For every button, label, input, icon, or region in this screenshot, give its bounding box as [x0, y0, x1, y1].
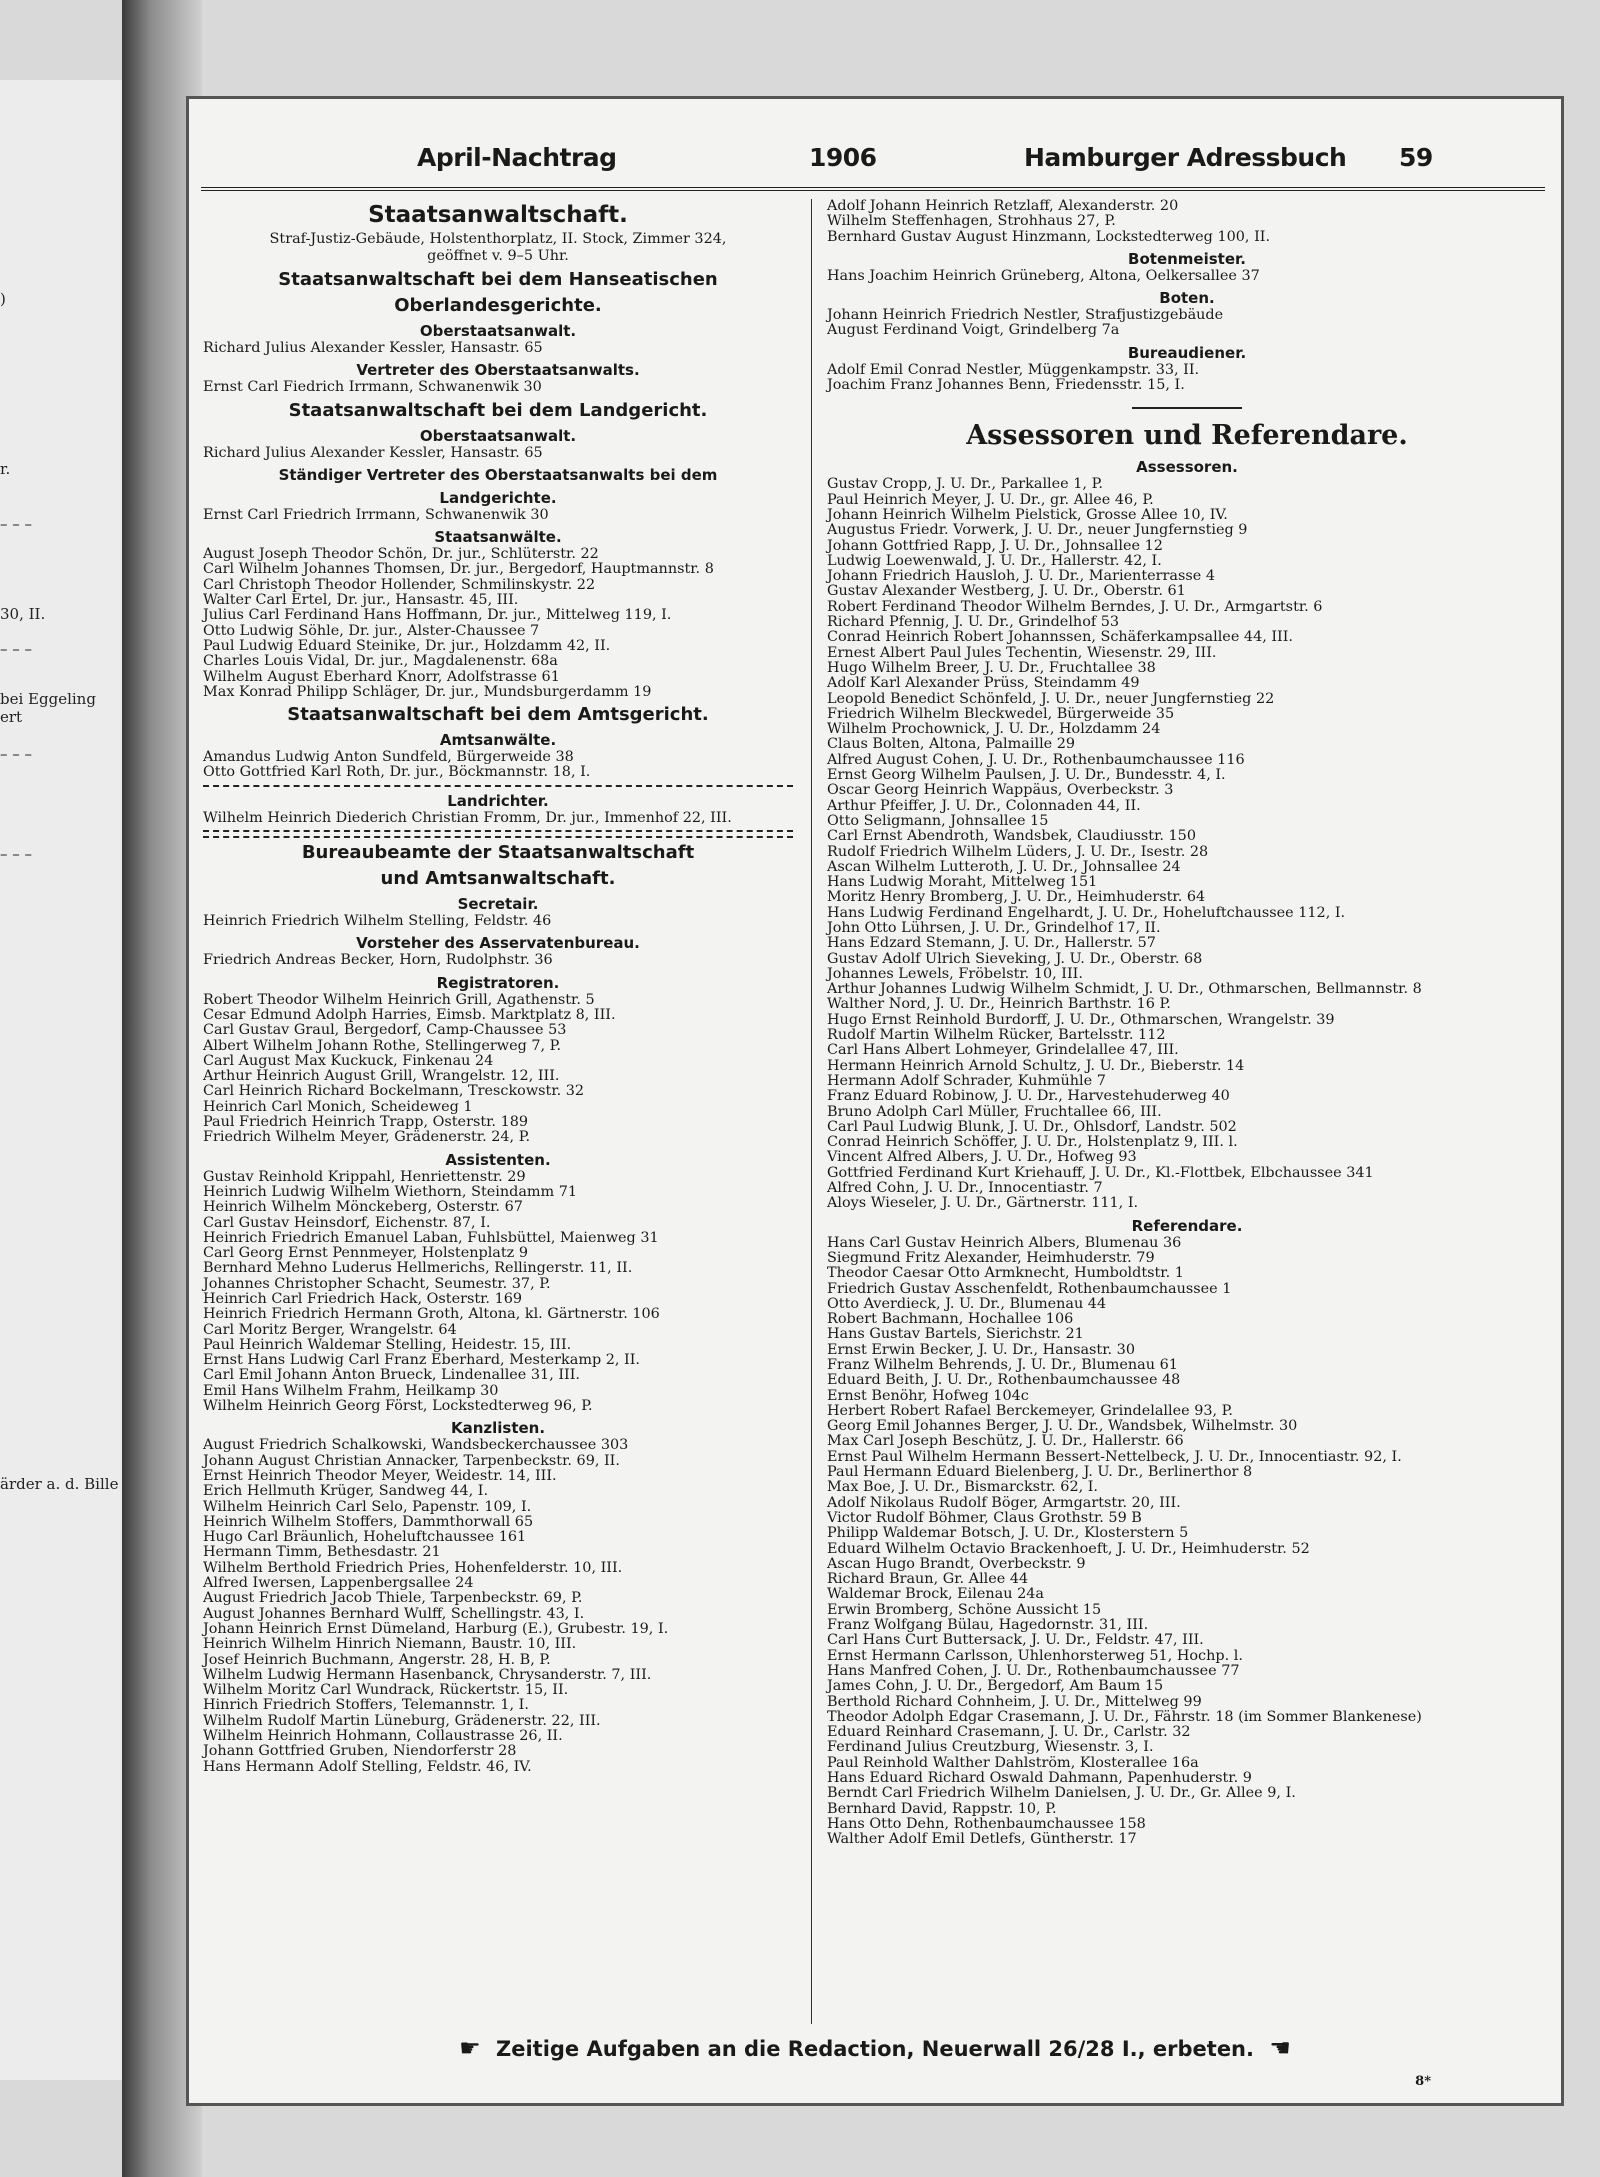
adjacent-page-fragment: 30, II. — [0, 605, 46, 623]
section-heading: Vertreter des Oberstaatsanwalts. — [356, 361, 640, 380]
section-heading: Botenmeister. — [1128, 249, 1246, 268]
directory-entry: Hans Manfred Cohen, J. U. Dr., Rothenbaumchaussee 77 — [827, 1662, 1240, 1679]
section-heading: Oberstaatsanwalt. — [419, 322, 577, 340]
directory-entry: Hinrich Friedrich Stoffers, Telemannstr. 1, I. — [203, 1697, 529, 1714]
directory-entry: Walter Carl Ertel, Dr. jur., Hansastr. 45, III. — [203, 592, 519, 609]
directory-entry: Bernhard David, Rappstr. 10, P. — [827, 1800, 1057, 1817]
directory-entry: Victor Rudolf Böhmer, Claus Grothstr. 59 B — [827, 1509, 1142, 1526]
header-section: April-Nachtrag — [417, 143, 617, 172]
directory-entry: Hans Hermann Adolf Stelling, Feldstr. 46, IV. — [203, 1758, 532, 1775]
footer-notice — [189, 2034, 1561, 2062]
directory-entry: Cesar Edmund Adolph Harries, Eimsb. Marktplatz 8, III. — [203, 1006, 616, 1023]
directory-entry: Augustus Friedr. Vorwerk, J. U. Dr., neuer Jungfernstieg 9 — [827, 522, 1248, 539]
section-subtitle: Staatsanwaltschaft bei dem Amtsgericht. — [287, 704, 709, 726]
directory-entry: Bruno Adolph Carl Müller, Fruchtallee 66, III. — [827, 1103, 1162, 1120]
section-heading: Assessoren. — [1136, 458, 1238, 477]
directory-entry: Hans Ludwig Moraht, Mittelweg 151 — [827, 874, 1098, 891]
directory-entry: Heinrich Wilhelm Stoffers, Dammthorwall 65 — [203, 1513, 534, 1530]
directory-entry: Johannes Lewels, Fröbelstr. 10, III. — [827, 965, 1083, 982]
column-divider — [811, 199, 812, 2024]
directory-entry: John Otto Lührsen, J. U. Dr., Grindelhof 17, II. — [827, 919, 1161, 936]
directory-entry: Gustav Cropp, J. U. Dr., Parkallee 1, P. — [827, 476, 1103, 493]
section-subtitle: Bureaubeamte der Staatsanwaltschaft — [301, 842, 695, 864]
directory-entry: Ferdinand Julius Creutzburg, Wiesenstr. 3, I. — [827, 1739, 1154, 1756]
directory-entry: Robert Theodor Wilhelm Heinrich Grill, Agathenstr. 5 — [203, 991, 595, 1008]
directory-entry: Ernest Albert Paul Jules Techentin, Wiesenstr. 29, III. — [827, 644, 1217, 661]
directory-entry: Richard Julius Alexander Kessler, Hansastr. 65 — [203, 340, 543, 356]
section-heading: Registratoren. — [436, 973, 560, 992]
directory-entry: Carl Christoph Theodor Hollender, Schmilinskystr. 22 — [203, 576, 596, 593]
directory-entry: Friedrich Gustav Asschenfeldt, Rothenbaumchaussee 1 — [827, 1280, 1232, 1297]
directory-entry: Conrad Heinrich Schöffer, J. U. Dr., Holstenplatz 9, III. l. — [827, 1134, 1238, 1151]
directory-entry: Eduard Beith, J. U. Dr., Rothenbaumchaussee 48 — [827, 1372, 1181, 1389]
directory-entry: Philipp Waldemar Botsch, J. U. Dr., Klosterstern 5 — [827, 1525, 1189, 1542]
directory-entry: Heinrich Carl Friedrich Hack, Osterstr. 169 — [203, 1290, 523, 1307]
directory-entry: Julius Carl Ferdinand Hans Hoffmann, Dr. jur., Mittelweg 119, I. — [203, 607, 672, 624]
directory-entry: Wilhelm Rudolf Martin Lüneburg, Grädenerstr. 22, III. — [203, 1712, 601, 1729]
directory-entry: Walther Nord, J. U. Dr., Heinrich Barthstr. 16 P. — [827, 996, 1171, 1013]
directory-entry: Leopold Benedict Schönfeld, J. U. Dr., neuer Jungfernstieg 22 — [827, 690, 1275, 707]
directory-entry: Eduard Wilhelm Octavio Brackenhoeft, J. U. Dr., Heimhuderstr. 52 — [827, 1540, 1310, 1557]
directory-entry: Siegmund Fritz Alexander, Heimhuderstr. 79 — [827, 1249, 1155, 1266]
directory-entry: Heinrich Wilhelm Mönckeberg, Osterstr. 67 — [203, 1199, 523, 1216]
directory-entry: Oscar Georg Heinrich Wappäus, Overbeckstr. 3 — [827, 782, 1174, 799]
directory-entry: Adolf Johann Heinrich Retzlaff, Alexanderstr. 20 — [827, 198, 1179, 214]
directory-entry: Johann Heinrich Wilhelm Pielstick, Grosse Allee 10, IV. — [827, 506, 1228, 523]
section-note: Straf-Justiz-Gebäude, Holstenthorplatz, II. Stock, Zimmer 324, — [269, 231, 727, 247]
section-title: Assessoren und Referendare. — [966, 420, 1408, 452]
pointing-hand-icon: ☛ — [459, 2034, 481, 2062]
adjacent-page-fragment: – – – — [0, 845, 33, 863]
directory-entry: Theodor Caesar Otto Armknecht, Humboldtstr. 1 — [827, 1265, 1184, 1282]
section-subtitle: Staatsanwaltschaft bei dem Landgericht. — [288, 399, 708, 421]
section-heading: Assistenten. — [445, 1150, 551, 1169]
section-heading: Amtsanwälte. — [439, 731, 557, 750]
adjacent-page-fragment: ärder a. d. Bille — [0, 1475, 119, 1493]
directory-entry: Heinrich Friedrich Wilhelm Stelling, Feldstr. 46 — [203, 913, 552, 930]
header-rule — [201, 187, 1545, 191]
directory-entry: Richard Julius Alexander Kessler, Hansastr. 65 — [203, 444, 543, 461]
directory-entry: Paul Heinrich Waldemar Stelling, Heidestr. 15, III. — [203, 1336, 572, 1353]
directory-entry: Heinrich Carl Monich, Scheideweg 1 — [203, 1098, 473, 1115]
directory-entry: Emil Hans Wilhelm Frahm, Heilkamp 30 — [203, 1382, 499, 1399]
directory-entry: Hans Carl Gustav Heinrich Albers, Blumenau 36 — [827, 1234, 1182, 1251]
directory-entry: Otto Averdieck, J. U. Dr., Blumenau 44 — [827, 1295, 1107, 1312]
directory-entry: Paul Friedrich Heinrich Trapp, Osterstr. 189 — [203, 1114, 529, 1131]
directory-entry: Carl Gustav Heinsdorf, Eichenstr. 87, I. — [203, 1214, 491, 1231]
directory-entry: Carl Gustav Graul, Bergedorf, Camp-Chaussee 53 — [203, 1022, 567, 1039]
directory-entry: Joachim Franz Johannes Benn, Friedensstr. 15, I. — [827, 377, 1185, 394]
section-heading: Landrichter. — [447, 791, 549, 810]
section-heading: Oberstaatsanwalt. — [419, 426, 577, 445]
directory-entry: Franz Wilhelm Behrends, J. U. Dr., Blumenau 61 — [827, 1357, 1178, 1373]
directory-entry: August Joseph Theodor Schön, Dr. jur., Schlüterstr. 22 — [203, 546, 599, 563]
adjacent-page-fragment: – – – — [0, 515, 33, 533]
directory-entry: Heinrich Ludwig Wilhelm Wiethorn, Steindamm 71 — [203, 1183, 578, 1200]
directory-entry: Gustav Reinhold Krippahl, Henriettenstr. 29 — [203, 1168, 526, 1185]
adjacent-page — [0, 80, 128, 2080]
directory-entry: Wilhelm Moritz Carl Wundrack, Rückertstr. 15, II. — [203, 1682, 569, 1699]
directory-entry: Ernst Carl Fiedrich Irrmann, Schwanenwik 30 — [203, 379, 542, 396]
section-heading: Boten. — [1159, 289, 1215, 308]
directory-entry: Bernhard Mehno Luderus Hellmerichs, Rellingerstr. 11, II. — [203, 1260, 633, 1277]
directory-entry: Vincent Alfred Albers, J. U. Dr., Hofweg 93 — [827, 1149, 1137, 1166]
section-heading: Bureaudiener. — [1127, 343, 1247, 362]
dashed-separator — [203, 830, 793, 832]
directory-entry: Hans Eduard Richard Oswald Dahmann, Papenhuderstr. 9 — [827, 1770, 1252, 1787]
directory-entry: Hermann Heinrich Arnold Schultz, J. U. Dr., Bieberstr. 14 — [827, 1057, 1245, 1074]
directory-entry: Richard Pfennig, J. U. Dr., Grindelhof 53 — [827, 614, 1120, 631]
directory-entry: Ascan Hugo Brandt, Overbeckstr. 9 — [827, 1555, 1086, 1572]
dashed-separator — [203, 785, 793, 787]
directory-entry: Carl Hans Curt Buttersack, J. U. Dr., Feldstr. 47, III. — [827, 1632, 1204, 1649]
adjacent-page-fragment: ) — [0, 290, 6, 308]
directory-entry: Wilhelm Heinrich Carl Selo, Papenstr. 109, I. — [203, 1498, 532, 1515]
directory-entry: Bernhard Gustav August Hinzmann, Lockstedterweg 100, II. — [827, 228, 1271, 245]
directory-entry: Adolf Emil Conrad Nestler, Müggenkampstr. 33, II. — [827, 361, 1200, 378]
directory-entry: Arthur Heinrich August Grill, Wrangelstr. 12, III. — [203, 1068, 560, 1085]
header-book-title: Hamburger Adressbuch — [1024, 143, 1347, 172]
directory-entry: Erwin Bromberg, Schöne Aussicht 15 — [827, 1601, 1102, 1618]
header-year: 1906 — [809, 143, 877, 172]
section-heading: Vorsteher des Asservatenbureau. — [356, 934, 640, 953]
directory-entry: Carl Georg Ernst Pennmeyer, Holstenplatz 9 — [203, 1245, 528, 1262]
directory-entry: Wilhelm Ludwig Hermann Hasenbanck, Chrysanderstr. 7, III. — [203, 1666, 652, 1683]
directory-entry: Carl Emil Johann Anton Brueck, Lindenallee 31, III. — [203, 1367, 580, 1384]
directory-entry: Hugo Carl Bräunlich, Hoheluftchaussee 161 — [203, 1529, 527, 1546]
section-note: geöffnet v. 9–5 Uhr. — [427, 248, 569, 264]
adjacent-page-fragment: r. — [0, 460, 11, 478]
directory-entry: Max Boe, J. U. Dr., Bismarckstr. 62, I. — [827, 1479, 1099, 1496]
directory-entry: Eduard Reinhard Crasemann, J. U. Dr., Carlstr. 32 — [827, 1724, 1191, 1741]
directory-entry: Heinrich Friedrich Hermann Groth, Altona, kl. Gärtnerstr. 106 — [203, 1306, 660, 1323]
directory-entry: Amandus Ludwig Anton Sundfeld, Bürgerweide 38 — [203, 749, 574, 766]
directory-entry: Richard Braun, Gr. Allee 44 — [827, 1571, 1029, 1588]
footer-text: Zeitige Aufgaben an die Redaction, Neuerwall 26/28 I., erbeten. — [496, 2037, 1254, 2061]
directory-entry: Wilhelm Heinrich Diederich Christian Fromm, Dr. jur., Immenhof 22, III. — [203, 809, 732, 826]
directory-entry: Johannes Christopher Schacht, Seumestr. 37, P. — [203, 1275, 551, 1292]
directory-entry: Moritz Henry Bromberg, J. U. Dr., Heimhuderstr. 64 — [827, 889, 1206, 906]
directory-entry: Hermann Adolf Schrader, Kuhmühle 7 — [827, 1072, 1106, 1089]
directory-entry: Gustav Alexander Westberg, J. U. Dr., Oberstr. 61 — [827, 583, 1186, 600]
directory-entry: Robert Ferdinand Theodor Wilhelm Berndes, J. U. Dr., Armgartstr. 6 — [827, 598, 1323, 615]
directory-entry: Paul Hermann Eduard Bielenberg, J. U. Dr., Berlinerthor 8 — [827, 1464, 1253, 1481]
right-column — [827, 199, 1547, 1848]
adjacent-page-fragment: bei Eggeling — [0, 690, 96, 708]
directory-entry: Ernst Paul Wilhelm Hermann Bessert-Nettelbeck, J. U. Dr., Innocentiastr. 92, I. — [827, 1448, 1402, 1465]
directory-entry: Berndt Carl Friedrich Wilhelm Danielsen, J. U. Dr., Gr. Allee 9, I. — [827, 1785, 1296, 1802]
directory-entry: Wilhelm Berthold Friedrich Pries, Hohenfelderstr. 10, III. — [203, 1559, 623, 1576]
directory-entry: Ernst Carl Friedrich Irrmann, Schwanenwik 30 — [203, 506, 549, 523]
page-header — [189, 143, 1561, 183]
directory-entry: Claus Bolten, Altona, Palmaille 29 — [827, 736, 1076, 753]
adjacent-page-fragment: ert — [0, 708, 23, 726]
directory-entry: Rudolf Martin Wilhelm Rücker, Bartelsstr. 112 — [827, 1027, 1166, 1044]
directory-entry: Josef Heinrich Buchmann, Angerstr. 28, H. B, P. — [203, 1651, 551, 1668]
directory-entry: Carl Heinrich Richard Bockelmann, Tresckowstr. 32 — [203, 1083, 585, 1100]
directory-entry: Hans Joachim Heinrich Grüneberg, Altona, Oelkersallee 37 — [827, 267, 1260, 284]
directory-entry: Albert Wilhelm Johann Rothe, Stellingerweg 7, P. — [203, 1037, 562, 1054]
directory-entry: Ludwig Loewenwald, J. U. Dr., Hallerstr. 42, I. — [827, 552, 1162, 569]
directory-entry: Max Konrad Philipp Schläger, Dr. jur., Mundsburgerdamm 19 — [203, 683, 652, 700]
directory-entry: Hans Otto Dehn, Rothenbaumchaussee 158 — [827, 1815, 1146, 1832]
directory-entry: Paul Ludwig Eduard Steinike, Dr. jur., Holzdamm 42, II. — [203, 637, 611, 654]
directory-entry: Erich Hellmuth Krüger, Sandweg 44, I. — [203, 1483, 489, 1500]
directory-entry: Ernst Georg Wilhelm Paulsen, J. U. Dr., Bundesstr. 4, I. — [827, 767, 1226, 784]
directory-entry: Arthur Pfeiffer, J. U. Dr., Colonnaden 44, II. — [827, 797, 1141, 814]
directory-entry: Carl Wilhelm Johannes Thomsen, Dr. jur., Bergedorf, Hauptmannstr. 8 — [203, 561, 714, 578]
directory-entry: Heinrich Friedrich Emanuel Laban, Fuhlsbüttel, Maienweg 31 — [203, 1229, 659, 1246]
directory-entry: Wilhelm Prochownick, J. U. Dr., Holzdamm 24 — [827, 721, 1161, 738]
directory-entry: Johann Heinrich Ernst Dümeland, Harburg (E.), Grubestr. 19, I. — [203, 1620, 669, 1637]
directory-entry: Gustav Adolf Ulrich Sieveking, J. U. Dr., Oberstr. 68 — [827, 950, 1203, 967]
directory-entry: Gottfried Ferdinand Kurt Kriehauff, J. U. Dr., Kl.-Flottbek, Elbchaussee 341 — [827, 1164, 1374, 1181]
section-heading: Secretair. — [457, 895, 539, 914]
directory-entry: Wilhelm August Eberhard Knorr, Adolfstrasse 61 — [203, 668, 560, 685]
directory-entry: Johann Heinrich Friedrich Nestler, Strafjustizgebäude — [827, 307, 1224, 324]
directory-entry: Conrad Heinrich Robert Johannssen, Schäferkampsallee 44, III. — [827, 629, 1294, 646]
directory-entry: Herbert Robert Rafael Berckemeyer, Grindelallee 93, P. — [827, 1402, 1234, 1419]
dashed-separator — [203, 836, 793, 838]
section-heading: Landgerichte. — [439, 488, 557, 507]
section-heading: Ständiger Vertreter des Oberstaatsanwalts bei dem — [278, 465, 718, 484]
directory-entry: Otto Ludwig Söhle, Dr. jur., Alster-Chaussee 7 — [203, 622, 540, 639]
left-column — [203, 199, 793, 1775]
directory-entry: Max Carl Joseph Beschütz, J. U. Dr., Hallerstr. 66 — [827, 1433, 1184, 1450]
directory-entry: Hans Gustav Bartels, Sierichstr. 21 — [827, 1326, 1084, 1343]
directory-entry: Berthold Richard Cohnheim, J. U. Dr., Mittelweg 99 — [827, 1693, 1202, 1710]
short-rule — [1132, 407, 1242, 409]
directory-entry: James Cohn, J. U. Dr., Bergedorf, Am Baum 15 — [827, 1678, 1164, 1695]
directory-entry: August Friedrich Jacob Thiele, Tarpenbeckstr. 69, P. — [203, 1590, 583, 1607]
section-title: Staatsanwaltschaft. — [368, 202, 628, 228]
directory-entry: Rudolf Friedrich Wilhelm Lüders, J. U. Dr., Isestr. 28 — [827, 843, 1209, 860]
directory-entry: Theodor Adolph Edgar Crasemann, J. U. Dr., Fährstr. 18 (im Sommer Blankenese) — [827, 1708, 1422, 1725]
directory-entry: Ernst Erwin Becker, J. U. Dr., Hansastr. 30 — [827, 1341, 1135, 1358]
directory-entry: Wilhelm Steffenhagen, Strohhaus 27, P. — [827, 213, 1116, 230]
directory-entry: Adolf Nikolaus Rudolf Böger, Armgartstr. 20, III. — [827, 1494, 1181, 1511]
directory-entry: Carl Paul Ludwig Blunk, J. U. Dr., Ohlsdorf, Landstr. 502 — [827, 1118, 1237, 1135]
directory-entry: Arthur Johannes Ludwig Wilhelm Schmidt, J. U. Dr., Othmarschen, Bellmannstr. 8 — [827, 981, 1422, 998]
section-heading: Staatsanwälte. — [434, 528, 562, 547]
directory-entry: Hans Edzard Stemann, J. U. Dr., Hallerstr. 57 — [827, 935, 1156, 952]
directory-entry: Friedrich Andreas Becker, Horn, Rudolphstr. 36 — [203, 952, 553, 969]
document-page — [186, 96, 1564, 2106]
directory-entry: Walther Adolf Emil Detlefs, Güntherstr. 17 — [827, 1831, 1137, 1848]
directory-entry: Carl Hans Albert Lohmeyer, Grindelallee 47, III. — [827, 1042, 1179, 1059]
directory-entry: Johann Gottfried Gruben, Niendorferstr 28 — [203, 1743, 517, 1760]
directory-entry: August Ferdinand Voigt, Grindelberg 7a — [827, 322, 1120, 339]
directory-entry: Carl Moritz Berger, Wrangelstr. 64 — [203, 1321, 457, 1338]
section-heading: Kanzlisten. — [450, 1419, 546, 1438]
section-subtitle: und Amtsanwaltschaft. — [380, 868, 616, 890]
directory-entry: Wilhelm Heinrich Hohmann, Collaustrasse 26, II. — [203, 1728, 563, 1744]
directory-entry: Hans Ludwig Ferdinand Engelhardt, J. U. Dr., Hoheluftchaussee 112, I. — [827, 904, 1346, 921]
adjacent-page-fragment: – – – — [0, 745, 33, 763]
directory-entry: Adolf Karl Alexander Prüss, Steindamm 49 — [827, 675, 1140, 692]
directory-entry: Hugo Ernst Reinhold Burdorff, J. U. Dr., Othmarschen, Wrangelstr. 39 — [827, 1011, 1335, 1028]
directory-entry: August Johannes Bernhard Wulff, Schellingstr. 43, I. — [203, 1605, 585, 1622]
directory-entry: Waldemar Brock, Eilenau 24a — [827, 1586, 1044, 1603]
directory-entry: Paul Heinrich Meyer, J. U. Dr., gr. Allee 46, P. — [827, 491, 1154, 508]
printer-signature: 8* — [1415, 2074, 1431, 2089]
directory-entry: Ernst Hermann Carlsson, Uhlenhorsterweg 51, Hochp. l. — [827, 1647, 1243, 1664]
directory-entry: Charles Louis Vidal, Dr. jur., Magdalenenstr. 68a — [203, 653, 558, 670]
directory-entry: Alfred Cohn, J. U. Dr., Innocentiastr. 7 — [827, 1180, 1103, 1197]
directory-entry: Wilhelm Heinrich Georg Först, Lockstedterweg 96, P. — [203, 1398, 593, 1415]
directory-entry: Johann Friedrich Hausloh, J. U. Dr., Marienterrasse 4 — [827, 568, 1215, 585]
directory-entry: Johann Gottfried Rapp, J. U. Dr., Johnsallee 12 — [827, 537, 1163, 554]
directory-entry: Franz Wolfgang Bülau, Hagedornstr. 31, III. — [827, 1617, 1149, 1634]
directory-entry: Johann August Christian Annacker, Tarpenbeckstr. 69, II. — [203, 1452, 620, 1469]
directory-entry: Friedrich Wilhelm Meyer, Grädenerstr. 24, P. — [203, 1129, 531, 1146]
directory-entry: Paul Reinhold Walther Dahlström, Klosterallee 16a — [827, 1754, 1199, 1771]
section-subtitle: Oberlandesgerichte. — [394, 295, 602, 316]
directory-entry: Heinrich Wilhelm Hinrich Niemann, Baustr. 10, III. — [203, 1636, 577, 1653]
directory-entry: Friedrich Wilhelm Bleckwedel, Bürgerweide 35 — [827, 705, 1175, 722]
directory-entry: Hermann Timm, Bethesdastr. 21 — [203, 1544, 441, 1561]
directory-entry: Georg Emil Johannes Berger, J. U. Dr., Wandsbek, Wilhelmstr. 30 — [827, 1418, 1298, 1435]
directory-entry: August Friedrich Schalkowski, Wandsbeckerchaussee 303 — [203, 1437, 629, 1454]
adjacent-page-fragment: – – – — [0, 640, 33, 658]
directory-entry: Franz Eduard Robinow, J. U. Dr., Harvestehuderweg 40 — [827, 1088, 1230, 1105]
directory-entry: Carl Ernst Abendroth, Wandsbek, Claudiusstr. 150 — [827, 828, 1196, 845]
directory-entry: Alfred August Cohen, J. U. Dr., Rothenbaumchaussee 116 — [827, 751, 1245, 768]
pointing-hand-icon: ☚ — [1269, 2034, 1291, 2062]
directory-entry: Otto Seligmann, Johnsallee 15 — [827, 812, 1049, 829]
header-page-number: 59 — [1399, 143, 1433, 172]
directory-entry: Ernst Benöhr, Hofweg 104c — [827, 1387, 1029, 1404]
directory-entry: Hugo Wilhelm Breer, J. U. Dr., Fruchtallee 38 — [827, 659, 1156, 676]
directory-entry: Otto Gottfried Karl Roth, Dr. jur., Böckmannstr. 18, I. — [203, 764, 591, 781]
directory-entry: Aloys Wieseler, J. U. Dr., Gärtnerstr. 111, I. — [827, 1195, 1139, 1212]
section-heading: Referendare. — [1131, 1216, 1243, 1235]
directory-entry: Ernst Hans Ludwig Carl Franz Eberhard, Mesterkamp 2, II. — [203, 1352, 641, 1369]
directory-entry: Ascan Wilhelm Lutteroth, J. U. Dr., Johnsallee 24 — [827, 858, 1181, 875]
section-subtitle: Staatsanwaltschaft bei dem Hanseatischen — [278, 269, 718, 290]
directory-entry: Alfred Iwersen, Lappenbergsallee 24 — [203, 1575, 474, 1592]
directory-entry: Robert Bachmann, Hochallee 106 — [827, 1311, 1074, 1328]
directory-entry: Ernst Heinrich Theodor Meyer, Weidestr. 14, III. — [203, 1467, 557, 1484]
directory-entry: Carl August Max Kuckuck, Finkenau 24 — [203, 1052, 494, 1069]
